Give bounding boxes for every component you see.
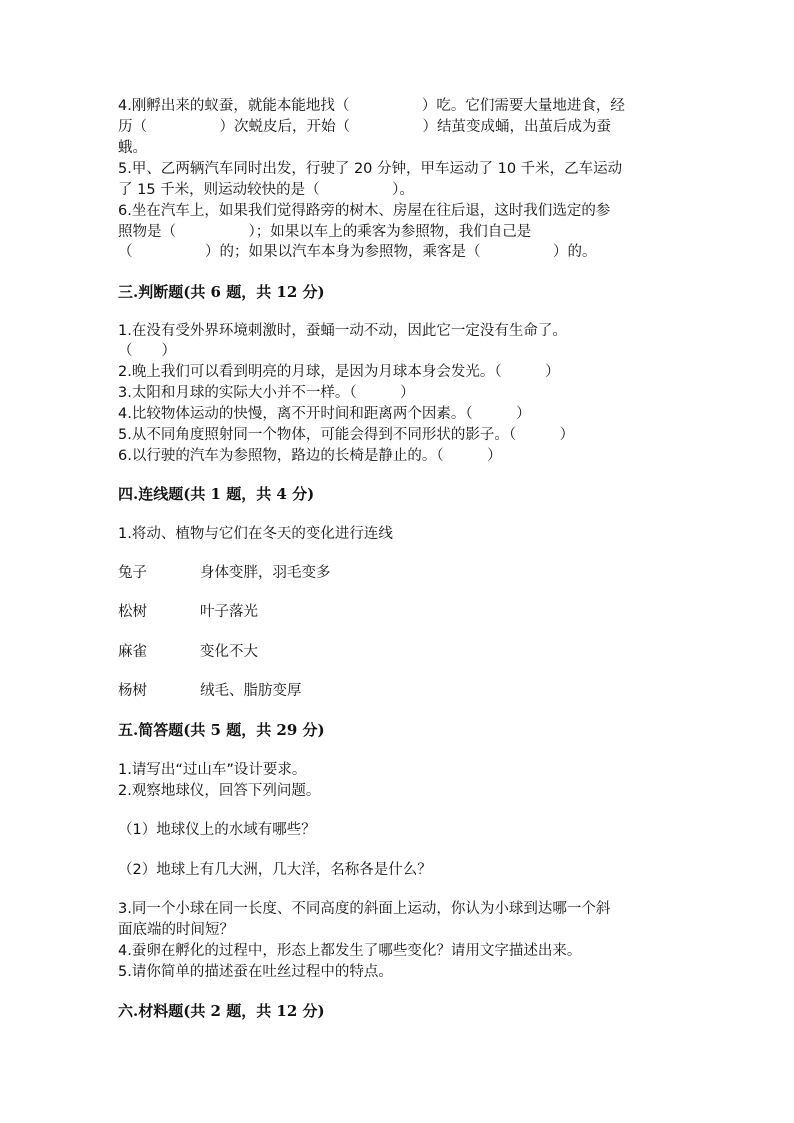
short-q3-line-1: 3.同一个小球在同一长度、不同高度的斜面上运动，你认为小球到达哪一个斜: [118, 901, 611, 917]
short-q2-sub1: （1）地球仪上的水域有哪些？: [118, 822, 316, 838]
fill-q6-line-1: 6.坐在汽车上，如果我们觉得路旁的树木、房屋在往后退，这时我们选定的参: [118, 203, 611, 219]
match-row: [118, 642, 258, 662]
judge-q6: 6.以行驶的汽车为参照物，路边的长椅是静止的。（ ）: [118, 448, 502, 464]
short-heading: 五.简答题(共 5 题，共 29 分): [118, 721, 325, 739]
judge-q1-line-1: 1.在没有受外界环境刺激时，蚕蛹一动不动，因此它一定没有生命了。: [118, 323, 567, 339]
fill-q6-line-3: （ ）的；如果以汽车本身为参照物，乘客是（ ）的。: [118, 244, 597, 260]
judge-q4: 4.比较物体运动的快慢，离不开时间和距离两个因素。（ ）: [118, 406, 531, 422]
fill-q6-line-2: 照物是（ ）；如果以车上的乘客为参照物，我们自己是: [118, 224, 532, 240]
fill-q4-line-2: 历（ ）次蜕皮后，开始（ ）结茧变成蛹，出茧后成为蚕: [118, 119, 611, 135]
judge-q5: 5.从不同角度照射同一个物体，可能会得到不同形状的影子。（ ）: [118, 427, 575, 443]
match-right: 变化不大: [200, 644, 258, 660]
short-q5: 5.请你简单的描述蚕在吐丝过程中的特点。: [118, 964, 393, 980]
fill-q5-line-1: 5.甲、乙两辆汽车同时出发，行驶了 20 分钟，甲车运动了 10 千米，乙车运动: [118, 161, 623, 177]
match-right: 绒毛、脂肪变厚: [200, 683, 302, 699]
judge-q2: 2.晚上我们可以看到明亮的月球，是因为月球本身会发光。（ ）: [118, 364, 560, 380]
short-q4: 4.蚕卵在孵化的过程中，形态上都发生了哪些变化？请用文字描述出来。: [118, 943, 582, 959]
short-q2-sub2: （2）地球上有几大洲，几大洋，名称各是什么？: [118, 862, 432, 878]
match-question: 1.将动、植物与它们在冬天的变化进行连线: [118, 526, 393, 542]
match-right: 身体变胖，羽毛变多: [200, 565, 331, 581]
match-left: 兔子: [118, 565, 147, 581]
match-right: 叶子落光: [200, 604, 258, 620]
material-heading: 六.材料题(共 2 题，共 12 分): [118, 1002, 325, 1020]
match-left: 杨树: [118, 683, 147, 699]
match-row: [118, 602, 258, 622]
fill-q4-line-1: 4.刚孵出来的蚁蚕，就能本能地找（ ）吃。它们需要大量地进食，经: [118, 98, 625, 114]
match-row: [118, 563, 331, 583]
match-heading: 四.连线题(共 1 题，共 4 分): [118, 485, 315, 503]
short-q2: 2.观察地球仪，回答下列问题。: [118, 783, 321, 799]
fill-q5-line-2: 了 15 千米，则运动较快的是（ ）。: [118, 182, 414, 198]
match-left: 松树: [118, 604, 147, 620]
match-row: [118, 681, 302, 701]
judge-q3: 3.太阳和月球的实际大小并不一样。（ ）: [118, 385, 415, 401]
judge-q1-line-2: （ ）: [118, 343, 176, 359]
judge-heading: 三.判断题(共 6 题，共 12 分): [118, 283, 325, 301]
short-q1: 1.请写出“过山车”设计要求。: [118, 762, 307, 778]
match-left: 麻雀: [118, 644, 147, 660]
short-q3-line-2: 面底端的时间短？: [118, 922, 234, 938]
fill-q4-line-3: 蛾。: [118, 140, 147, 156]
